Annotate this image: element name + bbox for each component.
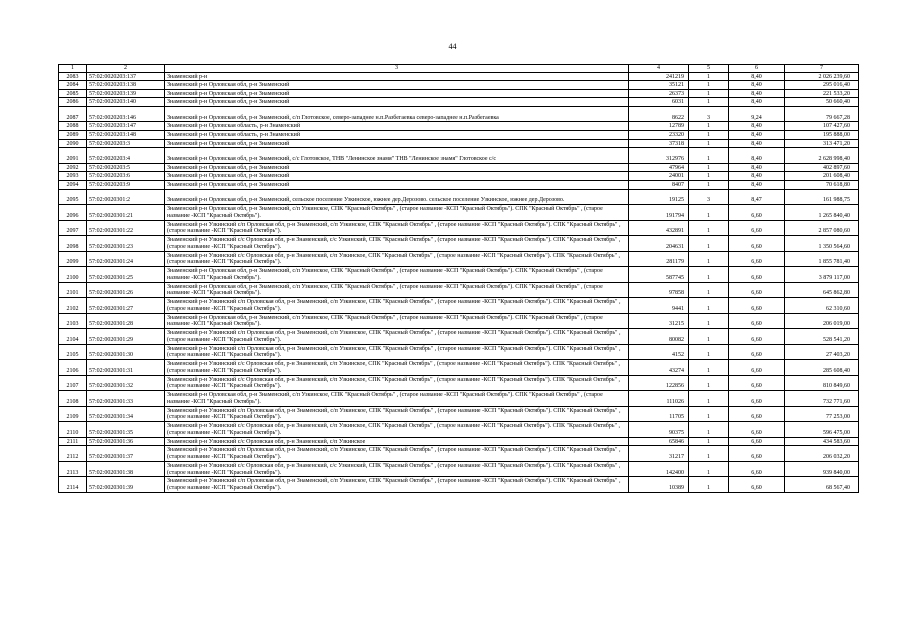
rate-value: 8,40 bbox=[729, 89, 785, 98]
cadastral-value: 206 019,00 bbox=[785, 313, 859, 329]
cadastral-number: 57:02:0020301:30 bbox=[87, 344, 165, 360]
row-number: 2095 bbox=[59, 189, 87, 205]
cadastral-number: 57:02:0020203:137 bbox=[87, 72, 165, 81]
rate-value: 6,60 bbox=[729, 236, 785, 252]
row-number: 2106 bbox=[59, 360, 87, 376]
row-number: 2099 bbox=[59, 251, 87, 267]
area-value: 9441 bbox=[629, 298, 689, 314]
cadastral-value: 313 471,20 bbox=[785, 139, 859, 148]
cadastral-value: 1 855 781,40 bbox=[785, 251, 859, 267]
location-description: Знаменский р-н Узкинский с/п Орловская обл, р-н Знаменский, с/п Узкинское, СПК "Красный Октябрь" , (старое название -КСП "Красный Октябрь"). СПК "Красный Октябрь" , (старое название -КСП "Красный Октябрь"). bbox=[165, 406, 629, 422]
area-value: 65846 bbox=[629, 437, 689, 446]
land-parcels-table bbox=[58, 64, 859, 493]
cadastral-value: 596 475,00 bbox=[785, 422, 859, 438]
area-value: 35121 bbox=[629, 81, 689, 90]
rate-value: 8,47 bbox=[729, 189, 785, 205]
area-value: 23320 bbox=[629, 131, 689, 140]
table-row bbox=[59, 72, 859, 81]
row-number: 2087 bbox=[59, 106, 87, 122]
table-row bbox=[59, 131, 859, 140]
area-value: 587745 bbox=[629, 267, 689, 283]
cadastral-value: 434 583,60 bbox=[785, 437, 859, 446]
row-number: 2093 bbox=[59, 172, 87, 181]
table-row bbox=[59, 282, 859, 298]
location-description: Знаменский р-н Узкинский с/п Орловская обл, р-н Знаменский, с/п Узкинское, СПК "Красный Октябрь" , (старое название -КСП "Красный Октябрь"). СПК "Красный Октябрь" , (старое название -КСП "Красный Октябрь"). bbox=[165, 344, 629, 360]
rate-value: 6,60 bbox=[729, 391, 785, 407]
table-row bbox=[59, 139, 859, 148]
column-5-value: 1 bbox=[689, 89, 729, 98]
table-row bbox=[59, 461, 859, 477]
cadastral-number: 57:02:0020301:34 bbox=[87, 406, 165, 422]
area-value: 191794 bbox=[629, 205, 689, 221]
table-row bbox=[59, 236, 859, 252]
column-5-value: 1 bbox=[689, 220, 729, 236]
cadastral-number: 57:02:0020203:148 bbox=[87, 131, 165, 140]
location-description: Знаменский р-н Орловская обл, р-н Знаменский bbox=[165, 81, 629, 90]
location-description: Знаменский р-н Узкинский с/с Орловская обл, р-н Знаменский, с/с Узкинский, СПК "Красный Октябрь" , (старое название -КСП "Красный Октябрь"). СПК "Красный Октябрь" , (старое название -КСП "Красный Октябрь"). bbox=[165, 236, 629, 252]
table-row bbox=[59, 163, 859, 172]
cadastral-value: 732 771,60 bbox=[785, 391, 859, 407]
column-5-value: 1 bbox=[689, 180, 729, 189]
column-5-value: 1 bbox=[689, 148, 729, 164]
table-row bbox=[59, 189, 859, 205]
cadastral-number: 57:02:0020203:138 bbox=[87, 81, 165, 90]
rate-value: 6,60 bbox=[729, 313, 785, 329]
row-number: 2086 bbox=[59, 98, 87, 107]
cadastral-number: 57:02:0020301:36 bbox=[87, 437, 165, 446]
cadastral-number: 57:02:0020301:33 bbox=[87, 391, 165, 407]
column-5-value: 1 bbox=[689, 329, 729, 345]
rate-value: 6,60 bbox=[729, 344, 785, 360]
cadastral-number: 57:02:0020301:31 bbox=[87, 360, 165, 376]
column-header-1: 1 bbox=[59, 65, 87, 73]
rate-value: 6,60 bbox=[729, 375, 785, 391]
column-5-value: 1 bbox=[689, 236, 729, 252]
column-header-3: 3 bbox=[165, 65, 629, 73]
location-description: Знаменский р-н Узкинский с/п Орловская обл, р-н Знаменский, с/п Узкинское, СПК "Красный Октябрь" , (старое название -КСП "Красный Октябрь"). СПК "Красный Октябрь" , (старое название -КСП "Красный Октябрь"). bbox=[165, 329, 629, 345]
column-5-value: 1 bbox=[689, 131, 729, 140]
row-number: 2105 bbox=[59, 344, 87, 360]
column-5-value: 1 bbox=[689, 360, 729, 376]
location-description: Знаменский р-н Узкинский с/п Орловская обл, р-н Знаменский, с/п Узкинское, СПК "Красный Октябрь" , (старое название -КСП "Красный Октябрь"). СПК "Красный Октябрь" , (старое название -КСП "Красный Октябрь"). bbox=[165, 446, 629, 462]
area-value: 10389 bbox=[629, 477, 689, 493]
table-row bbox=[59, 89, 859, 98]
area-value: 122856 bbox=[629, 375, 689, 391]
rate-value: 6,60 bbox=[729, 406, 785, 422]
cadastral-value: 528 541,20 bbox=[785, 329, 859, 345]
row-number: 2104 bbox=[59, 329, 87, 345]
location-description: Знаменский р-н Орловская обл, р-н Знаменский, с/с Глотовское, ТНВ "Ленинское знамя" ТНВ "Ленинское знамя" Глотовское с/с bbox=[165, 148, 629, 164]
location-description: Знаменский р-н Орловская обл, р-н Знаменский, с/п Узкинское, СПК "Красный Октябрь" , (старое название -КСП "Красный Октябрь"). СПК "Красный Октябрь" , (старое название -КСП "Красный Октябрь"). bbox=[165, 391, 629, 407]
row-number: 2109 bbox=[59, 406, 87, 422]
column-header-4: 4 bbox=[629, 65, 689, 73]
column-5-value: 1 bbox=[689, 98, 729, 107]
table-row bbox=[59, 344, 859, 360]
cadastral-number: 57:02:0020203:3 bbox=[87, 139, 165, 148]
column-header-6: 6 bbox=[729, 65, 785, 73]
row-number: 2101 bbox=[59, 282, 87, 298]
cadastral-number: 57:02:0020203:146 bbox=[87, 106, 165, 122]
area-value: 90375 bbox=[629, 422, 689, 438]
area-value: 24001 bbox=[629, 172, 689, 181]
area-value: 43274 bbox=[629, 360, 689, 376]
column-5-value: 1 bbox=[689, 391, 729, 407]
row-number: 2108 bbox=[59, 391, 87, 407]
cadastral-number: 57:02:0020301:23 bbox=[87, 236, 165, 252]
cadastral-value: 810 849,60 bbox=[785, 375, 859, 391]
area-value: 8407 bbox=[629, 180, 689, 189]
area-value: 241219 bbox=[629, 72, 689, 81]
location-description: Знаменский р-н Узкинский с/с Орловская обл, р-н Знаменский, с/с Узкинский, СПК "Красный Октябрь" , (старое название -КСП "Красный Октябрь"). СПК "Красный Октябрь" , (старое название -КСП "Красный Октябрь"). bbox=[165, 461, 629, 477]
location-description: Знаменский р-н Орловская обл, р-н Знаменский, с/п Узкинское, СПК "Красный Октябрь" , (старое название -КСП "Красный Октябрь"). СПК "Красный Октябрь" , (старое название -КСП "Красный Октябрь"). bbox=[165, 282, 629, 298]
cadastral-value: 221 533,20 bbox=[785, 89, 859, 98]
cadastral-value: 77 253,00 bbox=[785, 406, 859, 422]
rate-value: 8,40 bbox=[729, 131, 785, 140]
cadastral-number: 57:02:0020301:24 bbox=[87, 251, 165, 267]
column-5-value: 1 bbox=[689, 461, 729, 477]
row-number: 2088 bbox=[59, 122, 87, 131]
row-number: 2083 bbox=[59, 72, 87, 81]
cadastral-number: 57:02:0020301:22 bbox=[87, 220, 165, 236]
rate-value: 8,40 bbox=[729, 180, 785, 189]
table-row bbox=[59, 251, 859, 267]
table-row bbox=[59, 205, 859, 221]
cadastral-number: 57:02:0020203:4 bbox=[87, 148, 165, 164]
cadastral-value: 939 840,00 bbox=[785, 461, 859, 477]
location-description: Знаменский р-н Орловская обл, р-н Знаменский, сельское поселение Узкинское, южнее дер.Дерозово. сельское поселение Узкинское, южнее дер.Дерозово. bbox=[165, 189, 629, 205]
table-row bbox=[59, 267, 859, 283]
row-number: 2085 bbox=[59, 89, 87, 98]
cadastral-number: 57:02:0020301:2 bbox=[87, 189, 165, 205]
row-number: 2102 bbox=[59, 298, 87, 314]
column-5-value: 1 bbox=[689, 122, 729, 131]
location-description: Знаменский р-н Узкинский с/с Орловская обл, р-н Знаменский, с/п Узкинское, СПК "Красный Октябрь" , (старое название -КСП "Красный Октябрь"). СПК "Красный Октябрь" , (старое название -КСП "Красный Октябрь"). bbox=[165, 251, 629, 267]
area-value: 47964 bbox=[629, 163, 689, 172]
area-value: 11705 bbox=[629, 406, 689, 422]
cadastral-value: 107 427,60 bbox=[785, 122, 859, 131]
location-description: Знаменский р-н Орловская обл, р-н Знаменский bbox=[165, 180, 629, 189]
table-row bbox=[59, 298, 859, 314]
location-description: Знаменский р-н Орловская область, р-н Знаменский bbox=[165, 131, 629, 140]
page-number: 44 bbox=[448, 42, 457, 51]
cadastral-number: 57:02:0020301:38 bbox=[87, 461, 165, 477]
cadastral-value: 1 350 564,60 bbox=[785, 236, 859, 252]
row-number: 2090 bbox=[59, 139, 87, 148]
cadastral-number: 57:02:0020301:35 bbox=[87, 422, 165, 438]
table-row bbox=[59, 180, 859, 189]
cadastral-number: 57:02:0020203:139 bbox=[87, 89, 165, 98]
header-row bbox=[59, 65, 859, 73]
area-value: 37318 bbox=[629, 139, 689, 148]
area-value: 204631 bbox=[629, 236, 689, 252]
cadastral-number: 57:02:0020301:27 bbox=[87, 298, 165, 314]
location-description: Знаменский р-н Орловская обл, р-н Знаменский bbox=[165, 163, 629, 172]
cadastral-number: 57:02:0020301:25 bbox=[87, 267, 165, 283]
row-number: 2114 bbox=[59, 477, 87, 493]
row-number: 2097 bbox=[59, 220, 87, 236]
table-row bbox=[59, 422, 859, 438]
area-value: 26373 bbox=[629, 89, 689, 98]
cadastral-value: 2 628 998,40 bbox=[785, 148, 859, 164]
location-description: Знаменский р-н Узкинский с/с Орловская обл, р-н Знаменский, с/п Узкинское, СПК "Красный Октябрь" , (старое название -КСП "Красный Октябрь"). СПК "Красный Октябрь" , (старое название -КСП "Красный Октябрь"). bbox=[165, 422, 629, 438]
cadastral-value: 295 016,40 bbox=[785, 81, 859, 90]
cadastral-number: 57:02:0020301:21 bbox=[87, 205, 165, 221]
row-number: 2110 bbox=[59, 422, 87, 438]
location-description: Знаменский р-н Орловская обл, р-н Знаменский, с/п Глотовское, северо-западнее н.п.Разбегаевка северо-западнее н.п.Разбегаевка bbox=[165, 106, 629, 122]
table-row bbox=[59, 122, 859, 131]
rate-value: 8,40 bbox=[729, 122, 785, 131]
column-5-value: 3 bbox=[689, 106, 729, 122]
column-5-value: 1 bbox=[689, 437, 729, 446]
row-number: 2107 bbox=[59, 375, 87, 391]
cadastral-number: 57:02:0020203:147 bbox=[87, 122, 165, 131]
row-number: 2112 bbox=[59, 446, 87, 462]
column-5-value: 1 bbox=[689, 251, 729, 267]
cadastral-value: 161 988,75 bbox=[785, 189, 859, 205]
table-row bbox=[59, 437, 859, 446]
location-description: Знаменский р-н Орловская обл, р-н Знаменский bbox=[165, 139, 629, 148]
table-row bbox=[59, 220, 859, 236]
table-row bbox=[59, 172, 859, 181]
row-number: 2103 bbox=[59, 313, 87, 329]
column-5-value: 1 bbox=[689, 422, 729, 438]
cadastral-number: 57:02:0020203:5 bbox=[87, 163, 165, 172]
cadastral-value: 70 618,80 bbox=[785, 180, 859, 189]
rate-value: 9,24 bbox=[729, 106, 785, 122]
column-5-value: 1 bbox=[689, 205, 729, 221]
cadastral-value: 2 857 080,60 bbox=[785, 220, 859, 236]
location-description: Знаменский р-н Узкинский с/п Орловская обл, р-н Знаменский, с/п Узкинское, СПК "Красный Октябрь" , (старое название -КСП "Красный Октябрь"). СПК "Красный Октябрь" , (старое название -КСП "Красный Октябрь"). bbox=[165, 477, 629, 493]
cadastral-value: 195 888,00 bbox=[785, 131, 859, 140]
rate-value: 8,40 bbox=[729, 98, 785, 107]
area-value: 4152 bbox=[629, 344, 689, 360]
cadastral-number: 57:02:0020301:29 bbox=[87, 329, 165, 345]
cadastral-value: 1 265 840,40 bbox=[785, 205, 859, 221]
cadastral-number: 57:02:0020301:26 bbox=[87, 282, 165, 298]
rate-value: 6,60 bbox=[729, 329, 785, 345]
column-5-value: 1 bbox=[689, 72, 729, 81]
column-5-value: 1 bbox=[689, 406, 729, 422]
rate-value: 8,40 bbox=[729, 163, 785, 172]
location-description: Знаменский р-н bbox=[165, 72, 629, 81]
cadastral-value: 27 403,20 bbox=[785, 344, 859, 360]
column-5-value: 1 bbox=[689, 298, 729, 314]
column-header-7: 7 bbox=[785, 65, 859, 73]
table-row bbox=[59, 477, 859, 493]
table-row bbox=[59, 391, 859, 407]
location-description: Знаменский р-н Узкинский с/п Орловская обл, р-н Знаменский, с/п Узкинское, СПК "Красный Октябрь" , (старое название -КСП "Красный Октябрь"). СПК "Красный Октябрь" , (старое название -КСП "Красный Октябрь"). bbox=[165, 220, 629, 236]
rate-value: 6,60 bbox=[729, 437, 785, 446]
area-value: 19125 bbox=[629, 189, 689, 205]
row-number: 2091 bbox=[59, 148, 87, 164]
rate-value: 6,60 bbox=[729, 360, 785, 376]
area-value: 142400 bbox=[629, 461, 689, 477]
rate-value: 6,60 bbox=[729, 282, 785, 298]
area-value: 31217 bbox=[629, 446, 689, 462]
area-value: 281179 bbox=[629, 251, 689, 267]
table-body bbox=[59, 72, 859, 492]
area-value: 97858 bbox=[629, 282, 689, 298]
column-5-value: 1 bbox=[689, 375, 729, 391]
cadastral-value: 402 897,60 bbox=[785, 163, 859, 172]
table-row bbox=[59, 375, 859, 391]
cadastral-number: 57:02:0020301:37 bbox=[87, 446, 165, 462]
rate-value: 6,60 bbox=[729, 267, 785, 283]
rate-value: 8,40 bbox=[729, 172, 785, 181]
rate-value: 6,60 bbox=[729, 461, 785, 477]
cadastral-value: 645 862,80 bbox=[785, 282, 859, 298]
column-5-value: 1 bbox=[689, 139, 729, 148]
rate-value: 6,60 bbox=[729, 422, 785, 438]
location-description: Знаменский р-н Орловская обл, р-н Знаменский, с/п Узкинское, СПК "Красный Октябрь" , (старое название -КСП "Красный Октябрь"). СПК "Красный Октябрь" , (старое название -КСП "Красный Октябрь"). bbox=[165, 267, 629, 283]
cadastral-number: 57:02:0020301:39 bbox=[87, 477, 165, 493]
row-number: 2084 bbox=[59, 81, 87, 90]
area-value: 80082 bbox=[629, 329, 689, 345]
area-value: 111026 bbox=[629, 391, 689, 407]
column-5-value: 1 bbox=[689, 282, 729, 298]
column-5-value: 1 bbox=[689, 446, 729, 462]
rate-value: 6,60 bbox=[729, 220, 785, 236]
row-number: 2096 bbox=[59, 205, 87, 221]
rate-value: 6,60 bbox=[729, 446, 785, 462]
cadastral-value: 50 660,40 bbox=[785, 98, 859, 107]
table-row bbox=[59, 329, 859, 345]
row-number: 2092 bbox=[59, 163, 87, 172]
cadastral-value: 2 026 239,60 bbox=[785, 72, 859, 81]
cadastral-value: 79 667,28 bbox=[785, 106, 859, 122]
area-value: 312976 bbox=[629, 148, 689, 164]
table-row bbox=[59, 313, 859, 329]
location-description: Знаменский р-н Орловская обл, р-н Знаменский, с/п Узкинское, СПК "Красный Октябрь" , (старое название -КСП "Красный Октябрь"). СПК "Красный Октябрь" , (старое название -КСП "Красный Октябрь"). bbox=[165, 205, 629, 221]
cadastral-number: 57:02:0020203:9 bbox=[87, 180, 165, 189]
column-header-5: 5 bbox=[689, 65, 729, 73]
cadastral-value: 62 310,60 bbox=[785, 298, 859, 314]
row-number: 2098 bbox=[59, 236, 87, 252]
rate-value: 6,60 bbox=[729, 205, 785, 221]
rate-value: 8,40 bbox=[729, 148, 785, 164]
table-row bbox=[59, 81, 859, 90]
area-value: 31215 bbox=[629, 313, 689, 329]
rate-value: 8,40 bbox=[729, 139, 785, 148]
row-number: 2113 bbox=[59, 461, 87, 477]
cadastral-number: 57:02:0020301:28 bbox=[87, 313, 165, 329]
area-value: 8622 bbox=[629, 106, 689, 122]
table-row bbox=[59, 98, 859, 107]
location-description: Знаменский р-н Узкинский с/п Орловская обл, р-н Знаменский, с/п Узкинское, СПК "Красный Октябрь" , (старое название -КСП "Красный Октябрь"). СПК "Красный Октябрь" , (старое название -КСП "Красный Октябрь"). bbox=[165, 298, 629, 314]
area-value: 6031 bbox=[629, 98, 689, 107]
column-5-value: 1 bbox=[689, 163, 729, 172]
cadastral-number: 57:02:0020203:6 bbox=[87, 172, 165, 181]
cadastral-value: 201 608,40 bbox=[785, 172, 859, 181]
area-value: 432891 bbox=[629, 220, 689, 236]
location-description: Знаменский р-н Орловская обл, р-н Знаменский bbox=[165, 98, 629, 107]
rate-value: 6,60 bbox=[729, 298, 785, 314]
rate-value: 8,40 bbox=[729, 81, 785, 90]
cadastral-value: 68 567,40 bbox=[785, 477, 859, 493]
cadastral-value: 3 879 117,00 bbox=[785, 267, 859, 283]
table-row bbox=[59, 360, 859, 376]
column-5-value: 1 bbox=[689, 313, 729, 329]
row-number: 2094 bbox=[59, 180, 87, 189]
rate-value: 6,60 bbox=[729, 251, 785, 267]
table-row bbox=[59, 148, 859, 164]
column-5-value: 3 bbox=[689, 189, 729, 205]
location-description: Знаменский р-н Орловская область, р-н Знаменский bbox=[165, 122, 629, 131]
column-5-value: 1 bbox=[689, 267, 729, 283]
location-description: Знаменский р-н Узкинский с/с Орловская обл, р-н Знаменский, с/п Узкинское, СПК "Красный Октябрь" , (старое название -КСП "Красный Октябрь"). СПК "Красный Октябрь" , (старое название -КСП "Красный Октябрь"). bbox=[165, 360, 629, 376]
location-description: Знаменский р-н Орловская обл, р-н Знаменский, с/п Узкинское, СПК "Красный Октябрь" , (старое название -КСП "Красный Октябрь"). СПК "Красный Октябрь" , (старое название -КСП "Красный Октябрь"). bbox=[165, 313, 629, 329]
location-description: Знаменский р-н Орловская обл, р-н Знаменский bbox=[165, 172, 629, 181]
location-description: Знаменский р-н Узкинский с/с Орловская обл, р-н Знаменский, с/п Узкинское, СПК "Красный Октябрь" , (старое название -КСП "Красный Октябрь"). СПК "Красный Октябрь" , (старое название -КСП "Красный Октябрь"). bbox=[165, 375, 629, 391]
column-header-2: 2 bbox=[87, 65, 165, 73]
table-row bbox=[59, 406, 859, 422]
row-number: 2100 bbox=[59, 267, 87, 283]
table-row bbox=[59, 106, 859, 122]
row-number: 2089 bbox=[59, 131, 87, 140]
table-row bbox=[59, 446, 859, 462]
cadastral-number: 57:02:0020203:140 bbox=[87, 98, 165, 107]
row-number: 2111 bbox=[59, 437, 87, 446]
cadastral-value: 206 032,20 bbox=[785, 446, 859, 462]
cadastral-value: 285 608,40 bbox=[785, 360, 859, 376]
column-5-value: 1 bbox=[689, 81, 729, 90]
location-description: Знаменский р-н Узкинский с/с Орловская обл, р-н Знаменский, с/п Узкинское bbox=[165, 437, 629, 446]
location-description: Знаменский р-н Орловская обл, р-н Знаменский bbox=[165, 89, 629, 98]
column-5-value: 1 bbox=[689, 172, 729, 181]
area-value: 12789 bbox=[629, 122, 689, 131]
rate-value: 8,40 bbox=[729, 72, 785, 81]
cadastral-number: 57:02:0020301:32 bbox=[87, 375, 165, 391]
column-5-value: 1 bbox=[689, 477, 729, 493]
rate-value: 6,60 bbox=[729, 477, 785, 493]
column-5-value: 1 bbox=[689, 344, 729, 360]
